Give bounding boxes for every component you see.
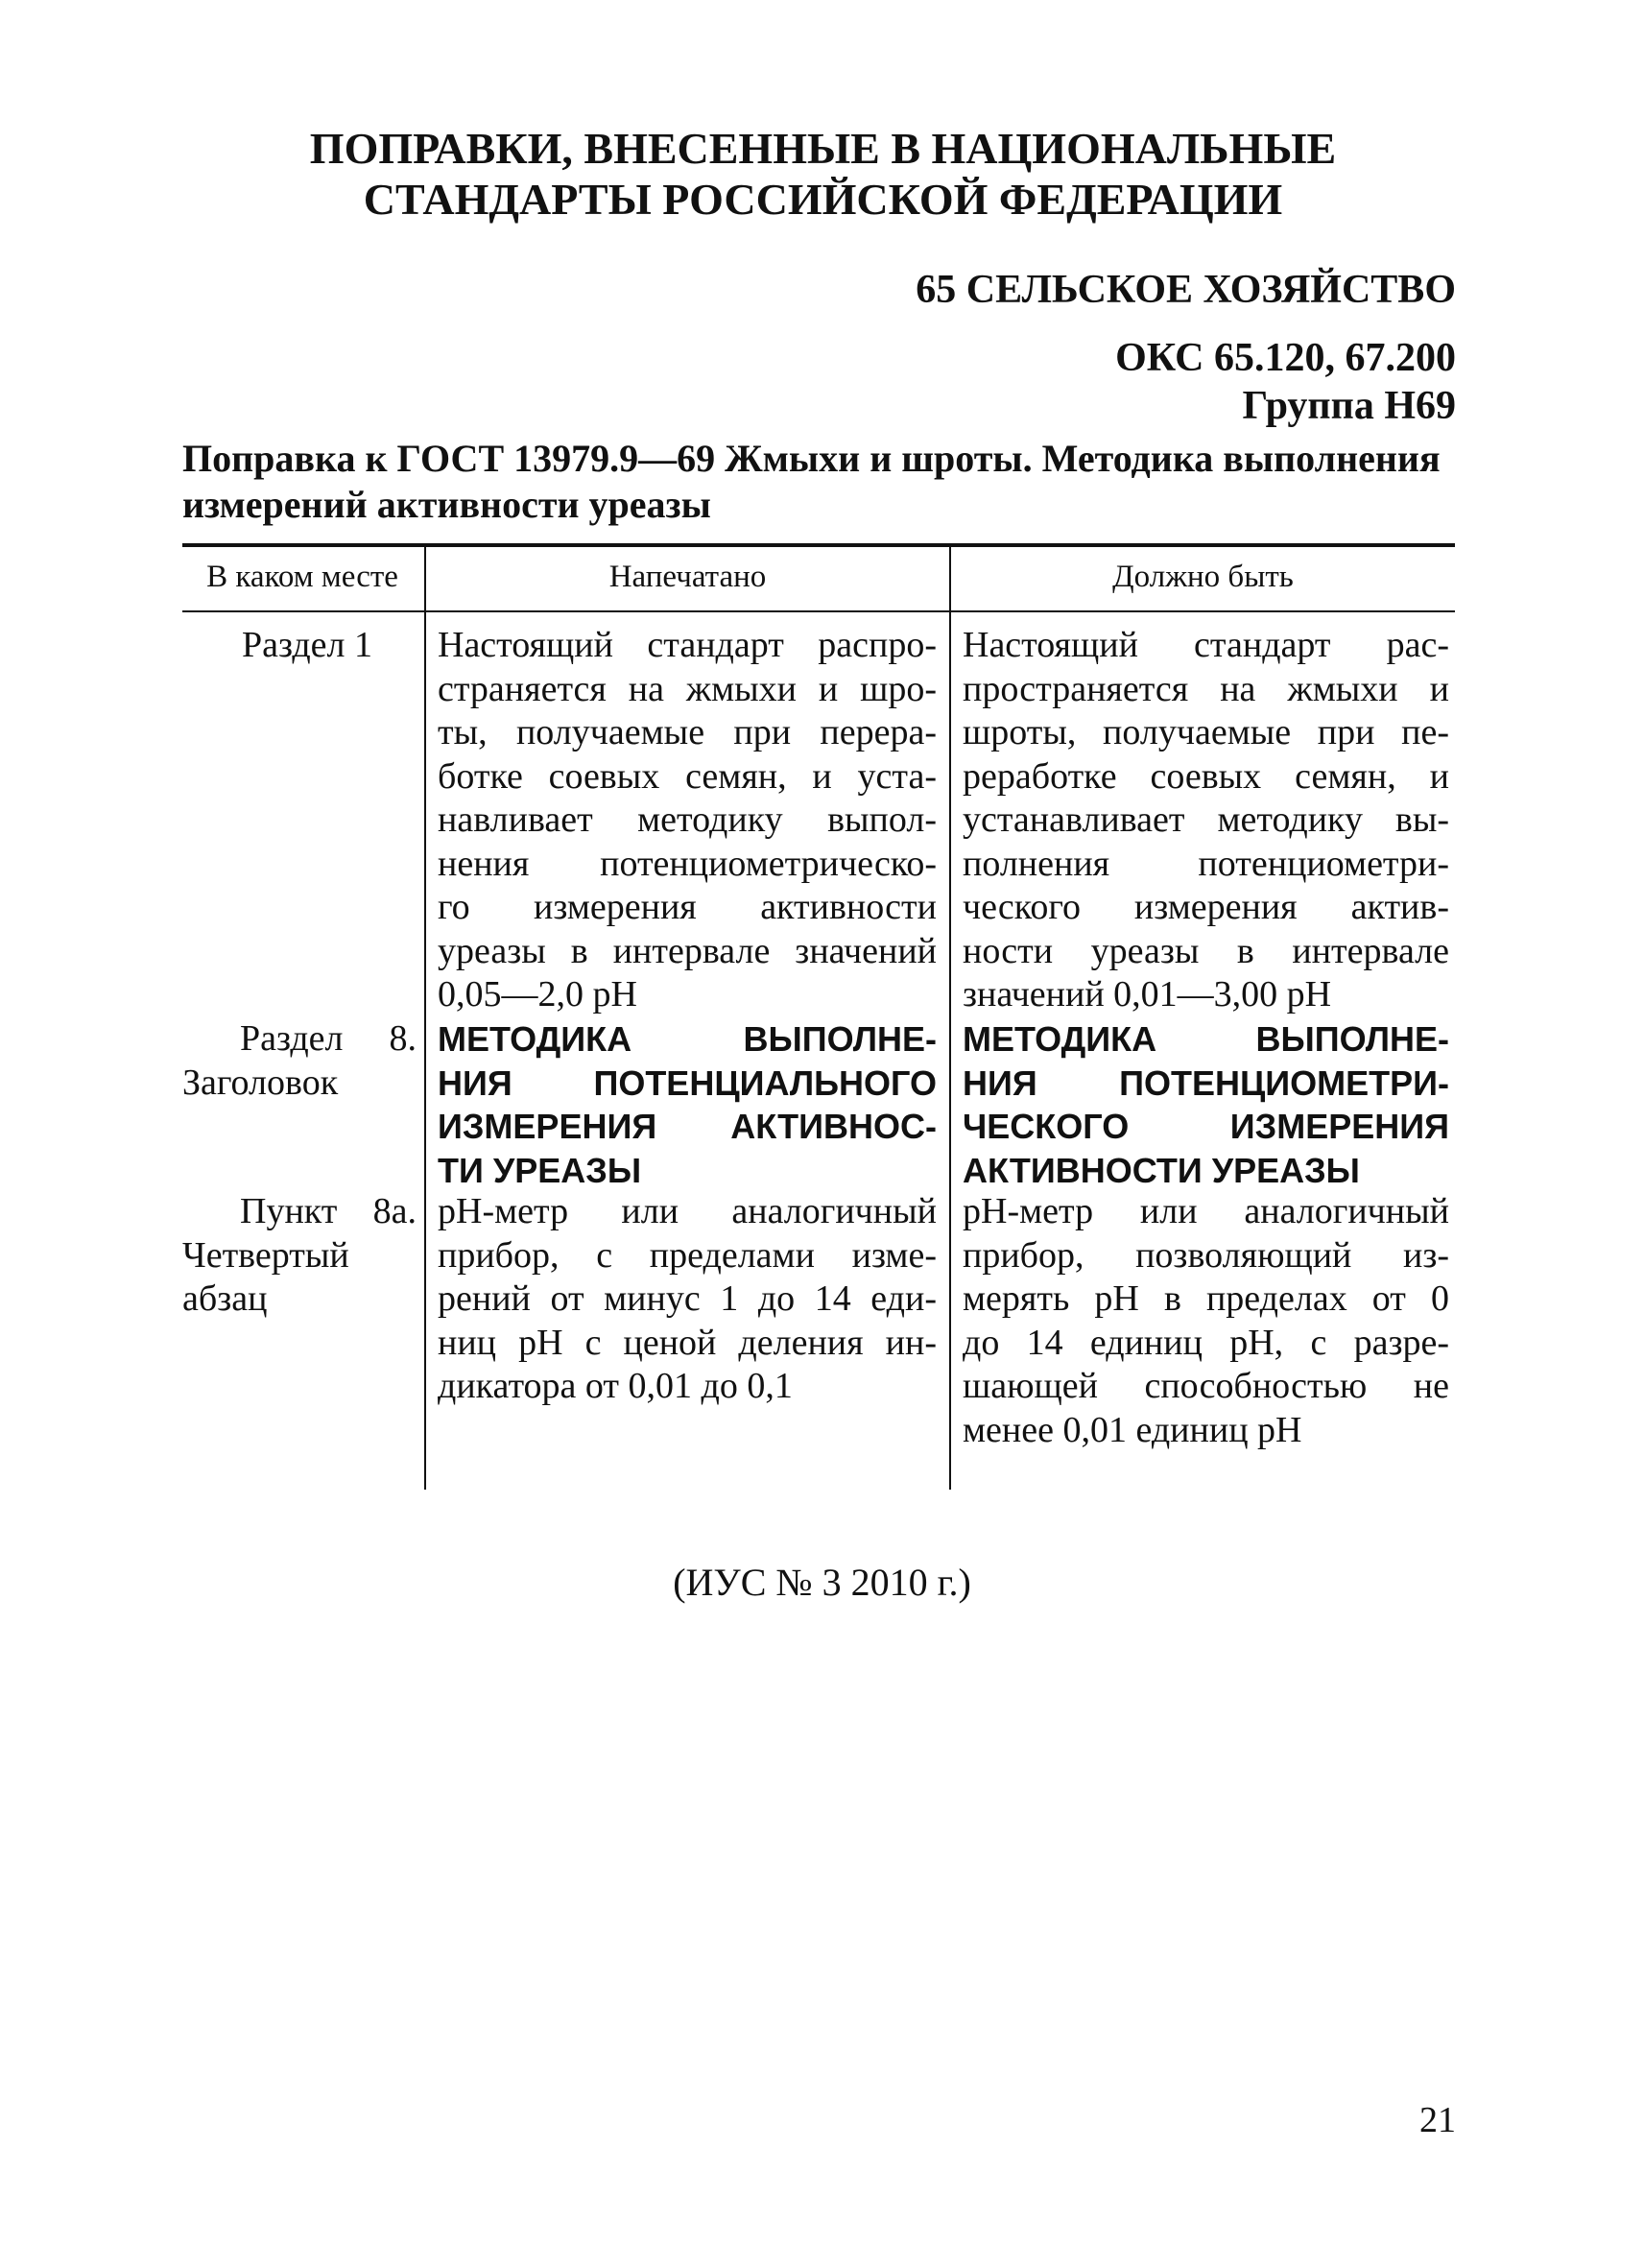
row-3-should-line: менее 0,01 единиц рН <box>963 1409 1302 1450</box>
column-header-printed: Напечатано <box>608 560 767 594</box>
row-2-printed <box>438 1017 937 1192</box>
row-3-should-line: прибор, позволяющий из- <box>963 1234 1449 1276</box>
table-column-divider-1 <box>424 543 426 1490</box>
row-1-should-line: пространяется на жмыхи и <box>963 668 1449 709</box>
row-2-place <box>182 1017 417 1105</box>
row-2-should-line: НИЯ ПОТЕНЦИОМЕТРИ- <box>963 1062 1449 1103</box>
row-3-place <box>182 1190 417 1322</box>
document-title <box>182 123 1464 225</box>
amendment-title-line-2: измерений активности уреазы <box>182 483 711 526</box>
row-3-printed-line: ниц рН с ценой деления ин- <box>438 1322 937 1363</box>
sector-heading: 65 СЕЛЬСКОЕ ХОЗЯЙСТВО <box>916 268 1456 312</box>
row-3-printed-line: рений от минус 1 до 14 еди- <box>438 1278 937 1319</box>
group-code: Группа Н69 <box>1242 384 1456 428</box>
row-1-printed-line: нения потенциометрическо- <box>438 843 937 884</box>
column-header-should-be: Должно быть <box>1112 560 1294 594</box>
row-1-printed-line: ботке соевых семян, и уста- <box>438 755 937 797</box>
row-2-printed-line: НИЯ ПОТЕНЦИАЛЬНОГО <box>438 1062 937 1103</box>
row-1-should-line: реработке соевых семян, и <box>963 755 1449 797</box>
row-1-should-line: ности уреазы в интервале <box>963 930 1449 971</box>
row-3-place-line: Четвертый <box>182 1234 349 1276</box>
amendment-table <box>182 543 1455 1490</box>
row-3-should-line: рН-метр или аналогичный <box>963 1191 1449 1231</box>
row-1-printed-line: го измерения активности <box>438 887 937 927</box>
row-3-should-line: шающей способностью не <box>963 1366 1449 1406</box>
row-1-printed-line: страняется на жмыхи и шро- <box>438 668 937 709</box>
row-2-place-line: Раздел 8. <box>240 1018 417 1059</box>
row-1-should-be <box>963 624 1449 1017</box>
row-2-should-be <box>963 1017 1449 1192</box>
row-1-place-line: Раздел 1 <box>242 625 372 665</box>
row-2-should-line: ЧЕСКОГО ИЗМЕРЕНИЯ <box>963 1107 1449 1146</box>
row-1-printed-line: навливает методику выпол- <box>438 800 937 840</box>
table-top-rule <box>182 543 1455 547</box>
row-3-should-be <box>963 1190 1449 1452</box>
row-3-printed-line: дикатора от 0,01 до 0,1 <box>438 1366 793 1406</box>
row-3-should-line: до 14 единиц рН, с разре- <box>963 1322 1449 1363</box>
row-1-should-line: ческого измерения актив- <box>963 887 1449 927</box>
row-1-printed-line: Настоящий стандарт распро- <box>438 625 937 665</box>
row-1-printed-line: уреазы в интервале значений <box>438 930 937 971</box>
row-1-should-line: полнения потенциометри- <box>963 843 1449 884</box>
row-2-place-line: Заголовок <box>182 1062 339 1103</box>
table-column-divider-2 <box>949 543 951 1490</box>
document-title-line-1: ПОПРАВКИ, ВНЕСЕННЫЕ В НАЦИОНАЛЬНЫЕ <box>309 124 1337 173</box>
document-title-line-2: СТАНДАРТЫ РОССИЙСКОЙ ФЕДЕРАЦИИ <box>363 175 1283 224</box>
row-2-should-line: АКТИВНОСТИ УРЕАЗЫ <box>963 1150 1360 1190</box>
row-2-printed-line: МЕТОДИКА ВЫПОЛНЕ- <box>438 1019 937 1059</box>
ius-reference: (ИУС № 3 2010 г.) <box>673 1561 971 1604</box>
row-3-place-line: абзац <box>182 1278 268 1319</box>
table-header-rule <box>182 610 1455 612</box>
row-1-should-line: шроты, получаемые при пе- <box>963 712 1449 752</box>
row-2-printed-line: ИЗМЕРЕНИЯ АКТИВНОС- <box>438 1107 937 1146</box>
row-1-place <box>182 624 417 668</box>
row-2-printed-line: ТИ УРЕАЗЫ <box>438 1150 642 1190</box>
amendment-title <box>182 436 1456 528</box>
row-1-should-line: значений 0,01—3,00 рН <box>963 974 1332 1015</box>
row-2-should-line: МЕТОДИКА ВЫПОЛНЕ- <box>963 1019 1449 1059</box>
row-1-printed-line: ты, получаемые при перера- <box>438 712 937 752</box>
row-3-printed-line: прибор, с пределами изме- <box>438 1234 937 1276</box>
page-number: 21 <box>1419 2100 1456 2140</box>
row-1-should-line: Настоящий стандарт рас- <box>963 625 1449 665</box>
row-3-printed <box>438 1190 937 1409</box>
row-3-printed-line: рН-метр или аналогичный <box>438 1191 937 1231</box>
column-header-place: В каком месте <box>206 560 398 594</box>
row-3-should-line: мерять рН в пределах от 0 <box>963 1278 1449 1319</box>
oks-code: ОКС 65.120, 67.200 <box>1115 336 1456 380</box>
row-1-printed-line: 0,05—2,0 рН <box>438 974 637 1015</box>
row-1-should-line: устанавливает методику вы- <box>963 800 1449 840</box>
row-1-printed <box>438 624 937 1017</box>
row-3-place-line: Пункт 8а. <box>240 1191 417 1231</box>
amendment-title-line-1: Поправка к ГОСТ 13979.9—69 Жмыхи и шроты. Методика выполнения <box>182 437 1441 480</box>
